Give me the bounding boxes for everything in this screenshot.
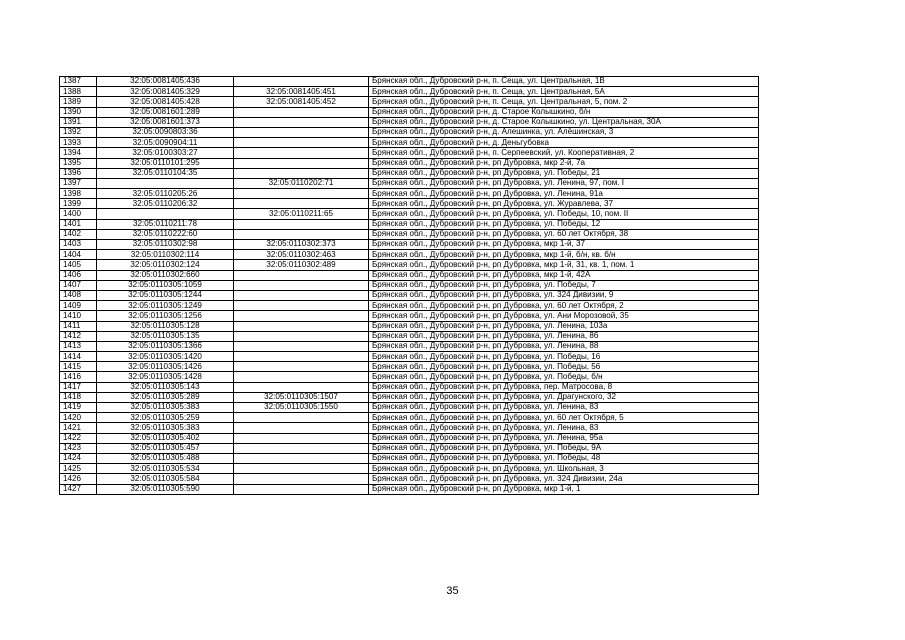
cadastral-number-cell: 32:05:0110305:1428 — [97, 372, 234, 382]
row-number-cell: 1392 — [60, 127, 97, 137]
address-cell: Брянская обл., Дубровский р-н, рп Дубровка, ул. 60 лет Октября, 2 — [369, 301, 759, 311]
cadastral-number-cell: 32:05:0110302:114 — [97, 250, 234, 260]
address-cell: Брянская обл., Дубровский р-н, рп Дубровка, ул. Победы, 48 — [369, 453, 759, 463]
linked-cadastral-number-cell — [234, 290, 369, 300]
linked-cadastral-number-cell — [234, 199, 369, 209]
linked-cadastral-number-cell: 32:05:0110302:489 — [234, 260, 369, 270]
registry-table — [59, 76, 759, 495]
table-row — [60, 229, 759, 239]
address-cell: Брянская обл., Дубровский р-н, рп Дубровка, мкр 1-й, 1 — [369, 484, 759, 494]
table-row — [60, 148, 759, 158]
address-cell: Брянская обл., Дубровский р-н, рп Дубровка, ул. Победы, 21 — [369, 168, 759, 178]
address-cell: Брянская обл., Дубровский р-н, п. Сеща, ул. Центральная, 5, пом. 2 — [369, 97, 759, 107]
row-number-cell: 1408 — [60, 290, 97, 300]
row-number-cell: 1390 — [60, 107, 97, 117]
row-number-cell: 1411 — [60, 321, 97, 331]
row-number-cell: 1388 — [60, 87, 97, 97]
linked-cadastral-number-cell — [234, 341, 369, 351]
table-row — [60, 117, 759, 127]
table-row — [60, 138, 759, 148]
address-cell: Брянская обл., Дубровский р-н, рп Дубровка, ул. Победы, 9А — [369, 443, 759, 453]
address-cell: Брянская обл., Дубровский р-н, д. Старое Колышкино, б/н — [369, 107, 759, 117]
cadastral-number-cell: 32:05:0110305:128 — [97, 321, 234, 331]
cadastral-number-cell: 32:05:0110222:60 — [97, 229, 234, 239]
cadastral-number-cell: 32:05:0110305:1059 — [97, 280, 234, 290]
linked-cadastral-number-cell: 32:05:0110302:463 — [234, 250, 369, 260]
row-number-cell: 1420 — [60, 413, 97, 423]
table-row — [60, 372, 759, 382]
linked-cadastral-number-cell — [234, 443, 369, 453]
row-number-cell: 1391 — [60, 117, 97, 127]
row-number-cell: 1401 — [60, 219, 97, 229]
linked-cadastral-number-cell: 32:05:0110211:65 — [234, 209, 369, 219]
row-number-cell: 1397 — [60, 178, 97, 188]
table-row — [60, 240, 759, 250]
table-row — [60, 433, 759, 443]
table-row — [60, 87, 759, 97]
cadastral-number-cell: 32:05:0110101:295 — [97, 158, 234, 168]
linked-cadastral-number-cell: 32:05:0110305:1550 — [234, 403, 369, 413]
linked-cadastral-number-cell — [234, 301, 369, 311]
linked-cadastral-number-cell — [234, 219, 369, 229]
cadastral-number-cell: 32:05:0110305:1256 — [97, 311, 234, 321]
linked-cadastral-number-cell — [234, 77, 369, 87]
linked-cadastral-number-cell — [234, 138, 369, 148]
cadastral-number-cell: 32:05:0090803:36 — [97, 127, 234, 137]
cadastral-number-cell: 32:05:0110211:78 — [97, 219, 234, 229]
table-row — [60, 443, 759, 453]
linked-cadastral-number-cell — [234, 280, 369, 290]
cadastral-number-cell: 32:05:0110305:1249 — [97, 301, 234, 311]
linked-cadastral-number-cell — [234, 331, 369, 341]
table-row — [60, 189, 759, 199]
row-number-cell: 1393 — [60, 138, 97, 148]
cadastral-number-cell: 32:05:0110305:584 — [97, 474, 234, 484]
row-number-cell: 1407 — [60, 280, 97, 290]
address-cell: Брянская обл., Дубровский р-н, д. Деньгубовка — [369, 138, 759, 148]
address-cell: Брянская обл., Дубровский р-н, рп Дубровка, ул. 324 Дивизии, 24а — [369, 474, 759, 484]
linked-cadastral-number-cell — [234, 270, 369, 280]
row-number-cell: 1402 — [60, 229, 97, 239]
address-cell: Брянская обл., Дубровский р-н, п. Сеща, ул. Центральная, 1В — [369, 77, 759, 87]
cadastral-number-cell: 32:05:0090904:11 — [97, 138, 234, 148]
table-row — [60, 392, 759, 402]
table-row — [60, 362, 759, 372]
cadastral-number-cell: 32:05:0110305:143 — [97, 382, 234, 392]
address-cell: Брянская обл., Дубровский р-н, рп Дубровка, мкр 1-й, 37 — [369, 240, 759, 250]
table-row — [60, 464, 759, 474]
table-row — [60, 290, 759, 300]
address-cell: Брянская обл., Дубровский р-н, рп Дубровка, ул. Ленина, 91а — [369, 189, 759, 199]
page-number: 35 — [446, 585, 459, 597]
row-number-cell: 1403 — [60, 240, 97, 250]
row-number-cell: 1426 — [60, 474, 97, 484]
row-number-cell: 1395 — [60, 158, 97, 168]
cadastral-number-cell: 32:05:0110305:383 — [97, 423, 234, 433]
cadastral-number-cell — [97, 178, 234, 188]
linked-cadastral-number-cell — [234, 168, 369, 178]
cadastral-number-cell: 32:05:0081601:373 — [97, 117, 234, 127]
cadastral-number-cell: 32:05:0081405:329 — [97, 87, 234, 97]
cadastral-number-cell: 32:05:0110302:124 — [97, 260, 234, 270]
linked-cadastral-number-cell: 32:05:0110305:1507 — [234, 392, 369, 402]
cadastral-number-cell: 32:05:0110305:259 — [97, 413, 234, 423]
cadastral-number-cell: 32:05:0110305:1426 — [97, 362, 234, 372]
row-number-cell: 1423 — [60, 443, 97, 453]
table-row — [60, 260, 759, 270]
linked-cadastral-number-cell — [234, 352, 369, 362]
address-cell: Брянская обл., Дубровский р-н, рп Дубровка, мкр 1-й, 31, кв. 1, пом. 1 — [369, 260, 759, 270]
table-row — [60, 209, 759, 219]
cadastral-number-cell: 32:05:0110305:289 — [97, 392, 234, 402]
linked-cadastral-number-cell — [234, 189, 369, 199]
table-row — [60, 352, 759, 362]
row-number-cell: 1409 — [60, 301, 97, 311]
cadastral-number-cell: 32:05:0110206:32 — [97, 199, 234, 209]
linked-cadastral-number-cell — [234, 423, 369, 433]
cadastral-number-cell: 32:05:0110305:135 — [97, 331, 234, 341]
cadastral-number-cell: 32:05:0110305:1366 — [97, 341, 234, 351]
table-row — [60, 403, 759, 413]
address-cell: Брянская обл., Дубровский р-н, рп Дубровка, ул. 324 Дивизии, 9 — [369, 290, 759, 300]
linked-cadastral-number-cell — [234, 362, 369, 372]
table-row — [60, 270, 759, 280]
address-cell: Брянская обл., Дубровский р-н, рп Дубровка, ул. Ани Морозовой, 35 — [369, 311, 759, 321]
address-cell: Брянская обл., Дубровский р-н, рп Дубровка, ул. Победы, б/н — [369, 372, 759, 382]
row-number-cell: 1425 — [60, 464, 97, 474]
address-cell: Брянская обл., Дубровский р-н, рп Дубровка, мкр 1-й, б/н, кв. б/н — [369, 250, 759, 260]
linked-cadastral-number-cell — [234, 148, 369, 158]
table-body — [60, 77, 759, 495]
address-cell: Брянская обл., Дубровский р-н, рп Дубровка, мкр 2-й, 7а — [369, 158, 759, 168]
row-number-cell: 1394 — [60, 148, 97, 158]
linked-cadastral-number-cell — [234, 127, 369, 137]
table-row — [60, 250, 759, 260]
table-row — [60, 97, 759, 107]
row-number-cell: 1405 — [60, 260, 97, 270]
table-row — [60, 311, 759, 321]
cadastral-number-cell: 32:05:0110305:1420 — [97, 352, 234, 362]
cadastral-number-cell: 32:05:0100303:27 — [97, 148, 234, 158]
cadastral-number-cell: 32:05:0110305:457 — [97, 443, 234, 453]
row-number-cell: 1416 — [60, 372, 97, 382]
address-cell: Брянская обл., Дубровский р-н, рп Дубровка, ул. Ленина, 97, пом. I — [369, 178, 759, 188]
table-row — [60, 77, 759, 87]
address-cell: Брянская обл., Дубровский р-н, рп Дубровка, пер. Матросова, 8 — [369, 382, 759, 392]
linked-cadastral-number-cell — [234, 372, 369, 382]
address-cell: Брянская обл., Дубровский р-н, рп Дубровка, ул. 60 лет Октября, 38 — [369, 229, 759, 239]
table-row — [60, 331, 759, 341]
cadastral-number-cell: 32:05:0110302:660 — [97, 270, 234, 280]
table-row — [60, 280, 759, 290]
row-number-cell: 1427 — [60, 484, 97, 494]
address-cell: Брянская обл., Дубровский р-н, рп Дубровка, ул. Ленина, 88 — [369, 341, 759, 351]
cadastral-number-cell: 32:05:0110205:26 — [97, 189, 234, 199]
row-number-cell: 1398 — [60, 189, 97, 199]
linked-cadastral-number-cell — [234, 321, 369, 331]
cadastral-number-cell: 32:05:0110104:35 — [97, 168, 234, 178]
cadastral-number-cell — [97, 209, 234, 219]
linked-cadastral-number-cell — [234, 158, 369, 168]
row-number-cell: 1396 — [60, 168, 97, 178]
address-cell: Брянская обл., Дубровский р-н, п. Серпеевский, ул. Кооперативная, 2 — [369, 148, 759, 158]
linked-cadastral-number-cell — [234, 311, 369, 321]
linked-cadastral-number-cell — [234, 229, 369, 239]
row-number-cell: 1415 — [60, 362, 97, 372]
address-cell: Брянская обл., Дубровский р-н, рп Дубровка, ул. Драгунского, 32 — [369, 392, 759, 402]
linked-cadastral-number-cell: 32:05:0081405:452 — [234, 97, 369, 107]
address-cell: Брянская обл., Дубровский р-н, п. Сеща, ул. Центральная, 5А — [369, 87, 759, 97]
address-cell: Брянская обл., Дубровский р-н, рп Дубровка, ул. Ленина, 95а — [369, 433, 759, 443]
row-number-cell: 1421 — [60, 423, 97, 433]
table-row — [60, 158, 759, 168]
address-cell: Брянская обл., Дубровский р-н, рп Дубровка, ул. Победы, 10, пом. II — [369, 209, 759, 219]
table-row — [60, 178, 759, 188]
linked-cadastral-number-cell — [234, 474, 369, 484]
table-row — [60, 423, 759, 433]
row-number-cell: 1412 — [60, 331, 97, 341]
linked-cadastral-number-cell — [234, 107, 369, 117]
row-number-cell: 1400 — [60, 209, 97, 219]
address-cell: Брянская обл., Дубровский р-н, рп Дубровка, ул. Победы, 16 — [369, 352, 759, 362]
linked-cadastral-number-cell: 32:05:0081405:451 — [234, 87, 369, 97]
table-row — [60, 413, 759, 423]
row-number-cell: 1413 — [60, 341, 97, 351]
row-number-cell: 1399 — [60, 199, 97, 209]
address-cell: Брянская обл., Дубровский р-н, рп Дубровка, ул. Победы, 56 — [369, 362, 759, 372]
cadastral-number-cell: 32:05:0110305:534 — [97, 464, 234, 474]
row-number-cell: 1424 — [60, 453, 97, 463]
address-cell: Брянская обл., Дубровский р-н, д. Алешинка, ул. Алёшинская, 3 — [369, 127, 759, 137]
row-number-cell: 1414 — [60, 352, 97, 362]
row-number-cell: 1419 — [60, 403, 97, 413]
address-cell: Брянская обл., Дубровский р-н, рп Дубровка, мкр 1-й, 42А — [369, 270, 759, 280]
address-cell: Брянская обл., Дубровский р-н, д. Старое Колышкино, ул. Центральная, 30А — [369, 117, 759, 127]
linked-cadastral-number-cell: 32:05:0110202:71 — [234, 178, 369, 188]
linked-cadastral-number-cell: 32:05:0110302:373 — [234, 240, 369, 250]
address-cell: Брянская обл., Дубровский р-н, рп Дубровка, ул. Ленина, 83 — [369, 423, 759, 433]
linked-cadastral-number-cell — [234, 453, 369, 463]
cadastral-number-cell: 32:05:0081601:289 — [97, 107, 234, 117]
linked-cadastral-number-cell — [234, 433, 369, 443]
linked-cadastral-number-cell — [234, 117, 369, 127]
cadastral-number-cell: 32:05:0110302:98 — [97, 240, 234, 250]
cadastral-number-cell: 32:05:0081405:436 — [97, 77, 234, 87]
linked-cadastral-number-cell — [234, 484, 369, 494]
table-row — [60, 219, 759, 229]
row-number-cell: 1422 — [60, 433, 97, 443]
table-row — [60, 321, 759, 331]
cadastral-number-cell: 32:05:0110305:1244 — [97, 290, 234, 300]
row-number-cell: 1389 — [60, 97, 97, 107]
address-cell: Брянская обл., Дубровский р-н, рп Дубровка, ул. Ленина, 86 — [369, 331, 759, 341]
address-cell: Брянская обл., Дубровский р-н, рп Дубровка, ул. Победы, 7 — [369, 280, 759, 290]
table-row — [60, 341, 759, 351]
table-row — [60, 484, 759, 494]
address-cell: Брянская обл., Дубровский р-н, рп Дубровка, ул. Победы, 12 — [369, 219, 759, 229]
cadastral-number-cell: 32:05:0110305:383 — [97, 403, 234, 413]
table-row — [60, 107, 759, 117]
linked-cadastral-number-cell — [234, 413, 369, 423]
address-cell: Брянская обл., Дубровский р-н, рп Дубровка, ул. 60 лет Октября, 5 — [369, 413, 759, 423]
cadastral-number-cell: 32:05:0110305:402 — [97, 433, 234, 443]
address-cell: Брянская обл., Дубровский р-н, рп Дубровка, ул. Школьная, 3 — [369, 464, 759, 474]
row-number-cell: 1418 — [60, 392, 97, 402]
row-number-cell: 1417 — [60, 382, 97, 392]
table-row — [60, 453, 759, 463]
address-cell: Брянская обл., Дубровский р-н, рп Дубровка, ул. Ленина, 103а — [369, 321, 759, 331]
table-row — [60, 382, 759, 392]
table-row — [60, 301, 759, 311]
linked-cadastral-number-cell — [234, 382, 369, 392]
row-number-cell: 1387 — [60, 77, 97, 87]
cadastral-number-cell: 32:05:0081405:428 — [97, 97, 234, 107]
cadastral-number-cell: 32:05:0110305:488 — [97, 453, 234, 463]
table-row — [60, 168, 759, 178]
table-row — [60, 474, 759, 484]
row-number-cell: 1406 — [60, 270, 97, 280]
row-number-cell: 1410 — [60, 311, 97, 321]
table-row — [60, 199, 759, 209]
row-number-cell: 1404 — [60, 250, 97, 260]
address-cell: Брянская обл., Дубровский р-н, рп Дубровка, ул. Журавлева, 37 — [369, 199, 759, 209]
table-row — [60, 127, 759, 137]
linked-cadastral-number-cell — [234, 464, 369, 474]
address-cell: Брянская обл., Дубровский р-н, рп Дубровка, ул. Ленина, 83 — [369, 403, 759, 413]
cadastral-number-cell: 32:05:0110305:590 — [97, 484, 234, 494]
